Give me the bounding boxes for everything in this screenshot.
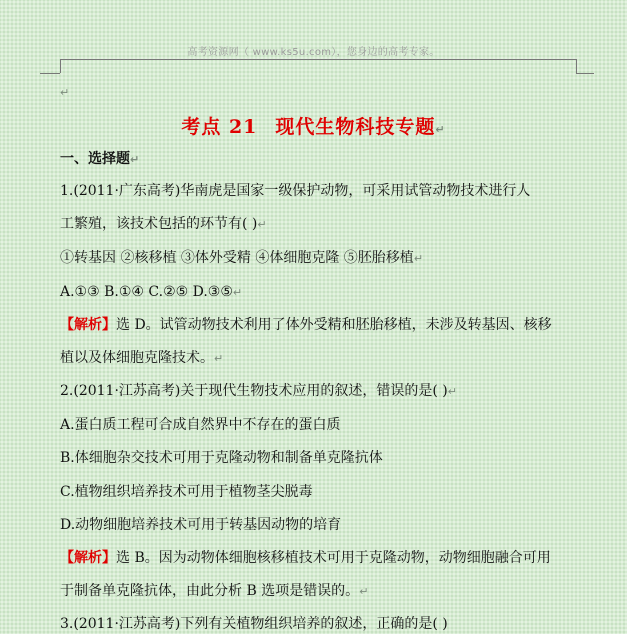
- header-rule-right-stub: [576, 73, 594, 74]
- q1-stem-line2: 工繁殖，该技术包括的环节有( )↵: [60, 216, 267, 232]
- header-rule-top: [60, 59, 576, 60]
- q2-analysis-line1: 【解析】选 B。因为动物体细胞核移植技术可用于克隆动物，动物细胞融合可用: [60, 550, 551, 566]
- analysis-label: 【解析】: [60, 317, 116, 333]
- header-left-tick: [60, 59, 61, 73]
- paragraph-mark-icon: ↵: [232, 286, 243, 299]
- paragraph-mark-icon: ↵: [435, 123, 446, 136]
- section-heading: 一、选择题↵: [60, 151, 140, 167]
- q1-analysis-line2: 植以及体细胞克隆技术。↵: [60, 350, 224, 366]
- q3-stem: 3.(2011·江苏高考)下列有关植物组织培养的叙述，正确的是( ): [60, 616, 448, 632]
- q1-stem-line1: 1.(2011·广东高考)华南虎是国家一级保护动物，可采用试管动物技术进行人: [60, 183, 531, 199]
- page-title: [0, 112, 627, 139]
- q2-option-b: B.体细胞杂交技术可用于克隆动物和制备单克隆抗体: [60, 450, 383, 466]
- title-name: 现代生物科技专题: [275, 116, 436, 138]
- paragraph-mark-icon: ↵: [257, 218, 267, 231]
- q1-items: ①转基因 ②核移植 ③体外受精 ④体细胞克隆 ⑤胚胎移植↵: [60, 250, 424, 266]
- paragraph-mark-icon: ↵: [447, 385, 457, 398]
- title-number: 考点 21: [181, 116, 258, 138]
- paragraph-mark-icon: ↵: [413, 252, 424, 265]
- paragraph-mark-icon: ↵: [130, 153, 140, 166]
- q2-stem: 2.(2011·江苏高考)关于现代生物技术应用的叙述，错误的是( )↵: [60, 383, 457, 399]
- q2-option-a: A.蛋白质工程可合成自然界中不存在的蛋白质: [60, 417, 341, 433]
- header-rule-left-stub: [40, 73, 60, 74]
- paragraph-mark-icon: ↵: [359, 585, 369, 598]
- q2-analysis-line2: 于制备单克隆抗体，由此分析 B 选项是错误的。↵: [60, 583, 369, 599]
- page-header-text: 高考资源网（ www.ks5u.com），您身边的高考专家。: [187, 47, 440, 58]
- q1-options: A.①③ B.①④ C.②⑤ D.③⑤↵: [60, 284, 243, 300]
- paragraph-mark-icon: ↵: [214, 352, 224, 365]
- header-right-tick: [576, 59, 577, 73]
- paragraph-mark-icon: ↵: [60, 86, 70, 99]
- q1-analysis-line1: 【解析】选 D。试管动物技术利用了体外受精和胚胎移植，未涉及转基因、核移: [60, 317, 552, 333]
- q2-option-c: C.植物组织培养技术可用于植物茎尖脱毒: [60, 484, 313, 500]
- q2-option-d: D.动物细胞培养技术可用于转基因动物的培育: [60, 517, 342, 533]
- analysis-label: 【解析】: [60, 550, 116, 566]
